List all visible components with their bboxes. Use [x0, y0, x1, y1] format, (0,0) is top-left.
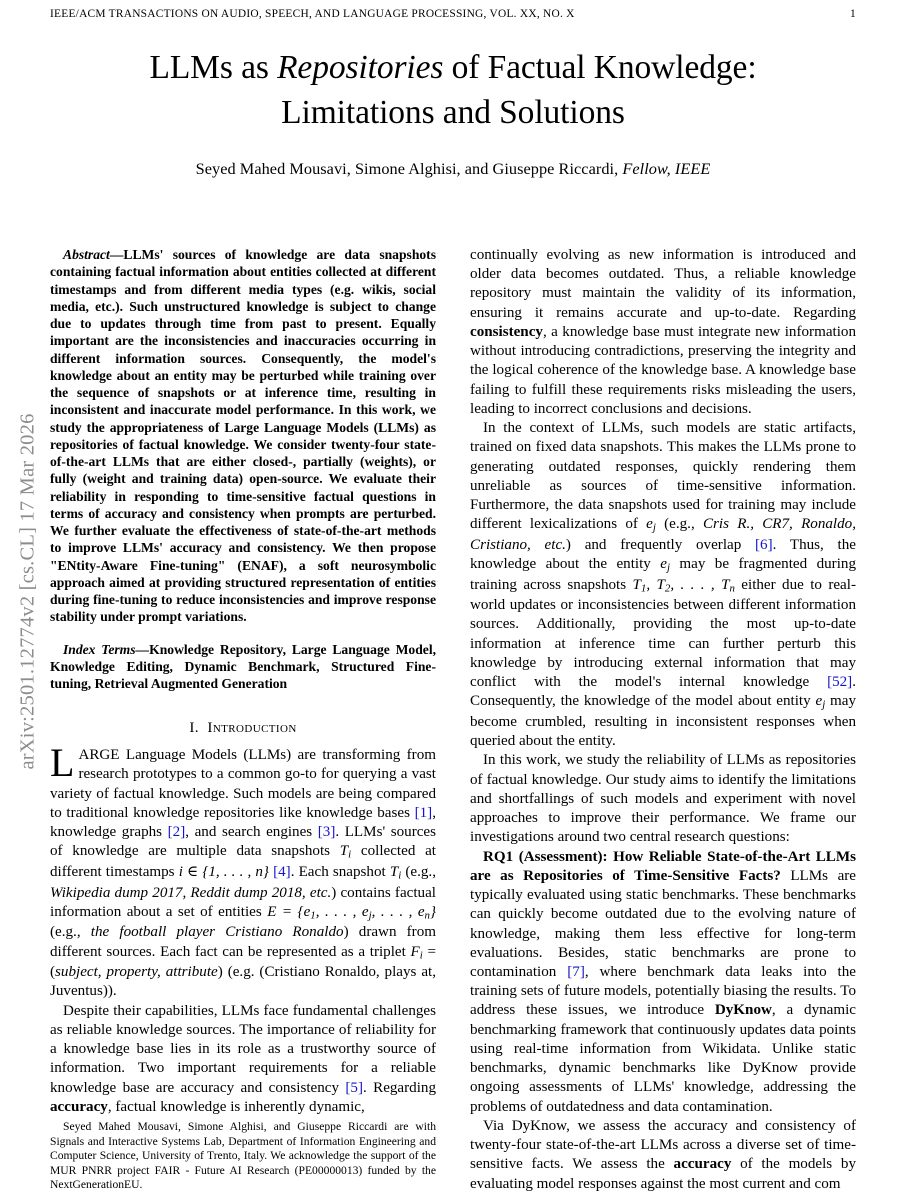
intro-text-m: ) (e.g. (Cristiano Ronaldo, plays at, Juventus)). [50, 964, 436, 1000]
citation-52[interactable]: [52] [827, 674, 853, 691]
intro2-bold-accuracy: accuracy [50, 1098, 108, 1115]
rc2-text-d: . Thus, the knowledge about the entity [470, 536, 856, 573]
abstract-label: Abstract— [63, 247, 124, 262]
math-set: {1, . . . , n} [202, 863, 269, 880]
math-F-i: Fi [410, 943, 423, 962]
math-E-set: E = {e1, . . . , ej, . . . , en} [267, 903, 437, 922]
citation-6[interactable]: [6] [755, 536, 773, 553]
rc2-text-g: . Consequently, the knowledge of the model about entity [470, 674, 856, 710]
right-column [470, 246, 856, 1196]
page-title [50, 46, 856, 135]
intro-italic-3: subject, property, attribute [55, 964, 218, 981]
math-i: i [178, 863, 183, 880]
author-membership: Fellow, IEEE [622, 159, 711, 179]
intro-italic-2: the football player Cristiano Ronaldo [90, 924, 344, 941]
rq1-text-a: LLMs are typically evaluated using static benchmarks. These benchmarks can quickly become outdated due to the evolving nature of knowledge, making them less effective for long-term evaluations. Besides, static benchmarks are prone to contamination [470, 867, 856, 980]
title-line2: Limitations and Solutions [281, 93, 625, 131]
abstract-block [50, 246, 436, 626]
intro-text-b: , knowledge graphs [50, 804, 436, 841]
rq1-text-b: , where benchmark data leaks into the training sets of future models, potentially biasing the results. To address these issues, we introduce [470, 963, 856, 1019]
intro-italic-1: Wikipedia dump 2017, Reddit dump 2018, etc. [50, 884, 332, 901]
intro-text-h: (e.g., [401, 863, 436, 880]
math-T-i-2: Ti [389, 863, 402, 882]
intro2-text-a: Despite their capabilities, LLMs face fundamental challenges as reliable knowledge sources. The importance of reliability for a knowledge base lies in its role as a trustworthy source of information. Two important requirements for a reliable knowledge base are accuracy and consistency [50, 1002, 436, 1096]
rc4-text-b: of the models by evaluating model responses against the most current and com [470, 1156, 856, 1192]
intro-text-i: ) contains factual information about a set of entities [50, 884, 436, 920]
rc-bold-consistency: consistency [470, 323, 543, 340]
footnote-block [50, 1120, 436, 1193]
intro-text-a: Language Models (LLMs) are transforming from research prototypes to a common go-to for querying a vast variety of factual knowledge. Such models are being compared to traditional knowledge repositories like knowledge bases [50, 747, 436, 821]
section-title: Introduction [207, 719, 297, 737]
index-terms-paragraph [50, 641, 436, 693]
section-heading-introduction [50, 719, 436, 737]
author-line [50, 159, 856, 179]
running-head [50, 8, 856, 20]
right-paragraph-3: In this work, we study the reliability of LLMs as repositories of factual knowledge. Our study aims to identify the limitations and shortfallings of such models and experiment with novel approaches to improve their performance. We frame our investigations around two central research questions: [470, 752, 856, 846]
citation-2[interactable]: [2] [167, 824, 186, 841]
intro-text-l: = ( [50, 943, 436, 981]
math-T-i: Ti [339, 843, 352, 862]
citation-5[interactable]: [5] [345, 1079, 363, 1096]
right-paragraph-continued [470, 246, 856, 419]
citation-7[interactable]: [7] [567, 963, 585, 980]
title-line1-part2: of Factual Knowledge: [443, 49, 757, 86]
citation-4[interactable]: [4] [273, 863, 291, 880]
intro-text-c: , and search engines [185, 824, 318, 841]
intro-paragraph-2 [50, 1002, 436, 1117]
rc4-bold-accuracy: accuracy [673, 1156, 732, 1173]
body-columns [50, 246, 856, 1196]
rq1-text-c: , a dynamic benchmarking framework that continuously updates data points using real-time information from Wikidata. Unlike static benchmarks, dynamic benchmarks like DyKnow provide ongoing assessments of LLMs' knowledge, addressing the problems of outdatedness and data contamination. [470, 1002, 856, 1115]
intro-smallcaps: ARGE [78, 747, 120, 764]
rc2-text-h: may become crumbled, resulting in inconsistent responses when queried about the entity. [470, 693, 856, 750]
abstract-text: LLMs' sources of knowledge are data snapshots containing factual information about entities collected at different timestamps and from different media types (e.g. wikis, social media, etc.). Such unstructured knowledge is subject to change due to updates through time from past to present. Equally important are the inconsistencies and inaccuracies occurring in different information sources. Consequently, the model's knowledge about an entity may be perturbed while training over the sequence of snapshots or at inference time, resulting in inconsistent and inaccurate model performance. In this work, we study the appropriateness of Large Language Models (LLMs) as repositories of factual knowledge. We consider twenty-four state-of-the-art LLMs that are either closed-, partially (weights), or fully (weight and training data) open-source. We evaluate their reliability in responding to time-sensitive factual questions in terms of accuracy and consistency when prompts are perturbed. We further evaluate the effectiveness of state-of-the-art methods to improve LLMs' accuracy and consistency. We then propose "ENtity-Aware Fine-tuning" (ENAF), a soft neurosymbolic approach aimed at providing structured representation of entities during fine-tuning to reduce inconsistencies and improve response stability under prompt variations. [50, 247, 436, 625]
arxiv-identifier-stamp: arXiv:2501.12774v2 [cs.CL] 17 Mar 2026 [16, 413, 39, 770]
index-terms-block [50, 641, 436, 693]
title-block [50, 46, 856, 179]
rq1-label: RQ1 (Assessment): How Reliable State-of-the-Art LLMs are as Repositories of Time-Sensitive Facts? [470, 848, 856, 884]
rc4-text-a: Via DyKnow, we assess the accuracy and consistency of twenty-four state-of-the-art LLMs across a diverse set of time-sensitive facts. We assess the [470, 1117, 856, 1173]
right-paragraph-rq1 [470, 848, 856, 1117]
rc2-text-e: may be fragmented during training across snapshots [470, 556, 856, 593]
running-head-title: IEEE/ACM TRANSACTIONS ON AUDIO, SPEECH, AND LANGUAGE PROCESSING, VOL. XX, NO. X [50, 8, 575, 20]
intro2-text-b: . Regarding [363, 1079, 436, 1096]
citation-3[interactable]: [3] [317, 824, 336, 841]
abstract-paragraph [50, 246, 436, 626]
intro-text-g: . Each snapshot [290, 863, 390, 880]
intro-text-k: ) drawn from different sources. Each fact can be represented as a triplet [50, 924, 436, 960]
math-e-j-2: ej [660, 556, 670, 574]
right-paragraph-4 [470, 1117, 856, 1194]
index-terms-text: Knowledge Repository, Large Language Model, Knowledge Editing, Dynamic Benchmark, Structured Fine-tuning, Retrieval Augmented Generation [50, 641, 436, 691]
math-e-j-1: ej [646, 516, 656, 534]
section-number: I. [189, 719, 199, 737]
rc-cont-b: , a knowledge base must integrate new information without introducing contradictions, preserving the integrity and the logical coherence of the knowledge base. A knowledge base failing to fulfill these requirements risks misleading the users, leading to incorrect conclusions and decisions. [470, 323, 856, 417]
intro-paragraph-1 [50, 740, 437, 1001]
author-names: Seyed Mahed Mousavi, Simone Alghisi, and Giuseppe Riccardi, [195, 159, 623, 179]
math-e-j-3: ej [815, 693, 826, 712]
intro-text-d: . LLMs' sources of knowledge are multiple data snapshots [50, 824, 437, 860]
rq1-bold-dyknow: DyKnow [714, 1002, 772, 1019]
left-column [50, 246, 436, 1196]
intro2-text-c: , factual knowledge is inherently dynamic, [107, 1098, 365, 1115]
rc2-text-f: either due to real-world updates or inconsistencies between different information sources. Additionally, providing the most up-to-date information at inference time can further perturb this knowledge by introducing external information that may conflict with the model's internal knowledge [470, 576, 856, 691]
intro-text-e: collected at different timestamps [50, 843, 436, 880]
math-T-sequence: T1, T2, . . . , Tn [632, 576, 735, 595]
rc-cont-a: continually evolving as new information is introduced and older data becomes outdated. Thus, a reliable knowledge repository must maintain the validity of its information, ensuring it remains accurate and up-to-date. Regarding [470, 247, 856, 321]
footnote-text: Seyed Mahed Mousavi, Simone Alghisi, and Giuseppe Riccardi are with Signals and Interactive Systems Lab, Department of Information Engineering and Computer Science, University of Trento, Italy. We acknowledge the support of the MUR PNRR project FAIR - Future AI Research (PE00000013) funded by the NextGenerationEU. [50, 1120, 436, 1192]
intro-text-j: (e.g., [50, 924, 91, 941]
rc2-text-c: ) and frequently overlap [565, 536, 755, 553]
index-terms-label: Index Terms— [63, 641, 150, 657]
citation-1[interactable]: [1] [414, 804, 433, 821]
rc2-text-a: In the context of LLMs, such models are static artifacts, trained on fixed data snapshots. This makes the LLMs prone to generating outdated responses, quickly rendering them unreliable as sources of time-sensitive information. Furthermore, the data snapshots used for training may include different lexicalizations of [470, 420, 856, 533]
right-paragraph-2 [470, 419, 856, 751]
rc2-text-b: (e.g., [655, 516, 703, 533]
page-number: 1 [850, 8, 856, 20]
title-line1-part1: LLMs as [149, 49, 278, 86]
drop-cap: L [50, 740, 75, 786]
math-in-symbol: ∈ [182, 863, 203, 880]
rc2-italic-lexicalizations: Cris R., CR7, Ronaldo, Cristiano, etc. [470, 516, 856, 553]
title-line1-italic: Repositories [277, 49, 444, 86]
